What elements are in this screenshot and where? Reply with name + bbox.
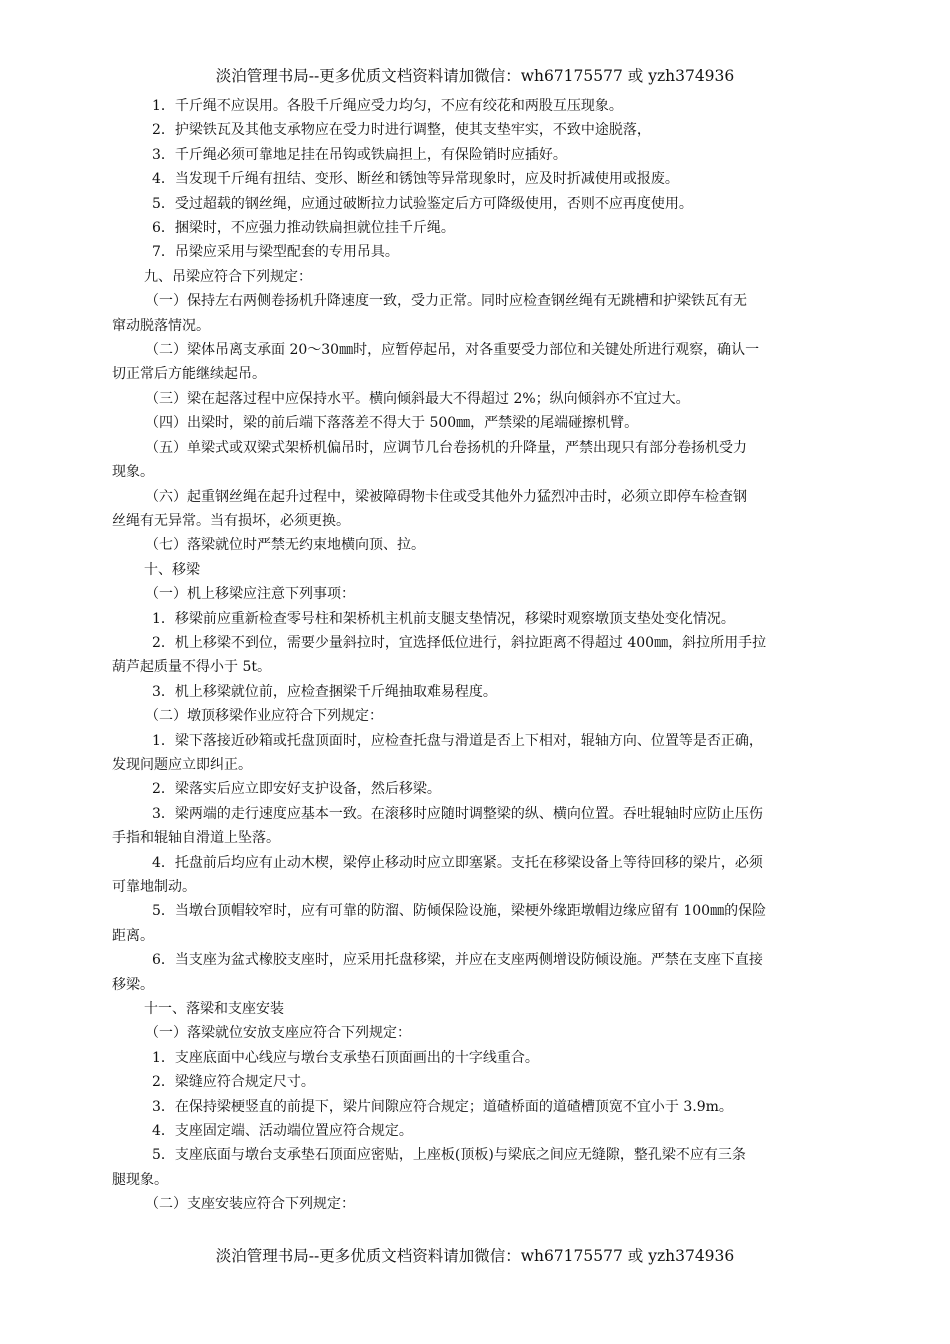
text-line: 3．机上移梁就位前，应检查捆梁千斤绳抽取难易程度。 bbox=[152, 683, 497, 700]
text-line: 切正常后方能继续起吊。 bbox=[112, 366, 266, 383]
text-line: 2．梁缝应符合规定尺寸。 bbox=[152, 1074, 315, 1091]
text-line: （二）梁体吊离支承面 20～30㎜时，应暂停起吊，对各重要受力部位和关键处所进行观察，确认一 bbox=[145, 342, 760, 359]
text-line: 九、吊梁应符合下列规定： bbox=[144, 268, 312, 285]
text-line: 腿现象。 bbox=[112, 1171, 168, 1188]
text-line: 手指和辊轴自滑道上坠落。 bbox=[112, 830, 280, 847]
text-line: 丝绳有无异常。当有损坏，必须更换。 bbox=[112, 512, 350, 529]
text-line: （六）起重钢丝绳在起升过程中，梁被障碍物卡住或受其他外力猛烈冲击时，必须立即停车检查钢 bbox=[145, 488, 747, 505]
text-line: 十一、落梁和支座安装 bbox=[144, 1001, 284, 1018]
text-line: 4．支座固定端、活动端位置应符合规定。 bbox=[152, 1123, 413, 1140]
text-line: 5．受过超载的钢丝绳，应通过破断拉力试验鉴定后方可降级使用，否则不应再度使用。 bbox=[152, 195, 693, 212]
text-line: 6．捆梁时，不应强力推动铁扁担就位挂千斤绳。 bbox=[152, 220, 455, 237]
text-line: 移梁。 bbox=[112, 976, 154, 993]
text-line: 7．吊梁应采用与梁型配套的专用吊具。 bbox=[152, 244, 399, 261]
text-line: 1．移梁前应重新检查零号柱和架桥机主机前支腿支垫情况，移梁时观察墩顶支垫处变化情况。 bbox=[152, 610, 735, 627]
document-body bbox=[112, 94, 838, 1217]
text-line: 6．当支座为盆式橡胶支座时，应采用托盘移梁，并应在支座两侧增设防倾设施。严禁在支座下直接 bbox=[152, 952, 763, 969]
text-line: 1．千斤绳不应误用。各股千斤绳应受力均匀，不应有绞花和两股互压现象。 bbox=[152, 98, 623, 114]
text-line: 3．在保持梁梗竖直的前提下，梁片间隙应符合规定；道碴桥面的道碴槽顶宽不宜小于 3.9m。 bbox=[152, 1098, 733, 1115]
text-line: 距离。 bbox=[112, 927, 154, 944]
text-line: 3．千斤绳必须可靠地足挂在吊钩或铁扁担上，有保险销时应插好。 bbox=[152, 146, 567, 163]
text-line: 发现问题应立即纠正。 bbox=[112, 756, 252, 773]
text-line: 5．当墩台顶帽较窄时，应有可靠的防溜、防倾保险设施，梁梗外缘距墩帽边缘应留有 100㎜的保险 bbox=[152, 903, 767, 920]
text-line: 4．托盘前后均应有止动木楔，梁停止移动时应立即塞紧。支托在移梁设备上等待回移的梁片，必须 bbox=[152, 854, 763, 871]
page-header: 淡泊管理书局--更多优质文档资料请加微信：wh67175577 或 yzh374936 bbox=[215, 67, 735, 85]
text-line: 2．机上移梁不到位，需要少量斜拉时，宜选择低位进行，斜拉距离不得超过 400㎜，斜拉所用手拉 bbox=[152, 634, 767, 651]
text-line: 5．支座底面与墩台支承垫石顶面应密贴，上座板(顶板)与梁底之间应无缝隙，整孔梁不应有三条 bbox=[152, 1147, 746, 1164]
text-line: （一）保持左右两侧卷扬机升降速度一致，受力正常。同时应检查钢丝绳有无跳槽和护梁铁瓦有无 bbox=[145, 293, 747, 310]
text-line: （二）支座安装应符合下列规定： bbox=[145, 1196, 355, 1213]
text-line: 3．梁两端的走行速度应基本一致。在滚移时应随时调整梁的纵、横向位置。吞吐辊轴时应防止压伤 bbox=[152, 805, 763, 822]
text-line: （一）机上移梁应注意下列事项： bbox=[145, 586, 355, 603]
text-line: 1．梁下落接近砂箱或托盘顶面时，应检查托盘与滑道是否上下相对，辊轴方向、位置等是否正确， bbox=[152, 732, 763, 749]
text-line: 十、移梁 bbox=[144, 561, 200, 578]
text-line: （七）落梁就位时严禁无约束地横向顶、拉。 bbox=[145, 537, 425, 554]
page-footer: 淡泊管理书局--更多优质文档资料请加微信：wh67175577 或 yzh374936 bbox=[215, 1247, 735, 1265]
text-line: （二）墩顶移梁作业应符合下列规定： bbox=[145, 708, 383, 725]
text-line: 1．支座底面中心线应与墩台支承垫石顶面画出的十字线重合。 bbox=[152, 1049, 539, 1066]
text-line: （三）梁在起落过程中应保持水平。横向倾斜最大不得超过 2%；纵向倾斜亦不宜过大。 bbox=[145, 390, 690, 407]
text-line: （一）落梁就位安放支座应符合下列规定： bbox=[145, 1025, 411, 1042]
text-line: （五）单梁式或双梁式架桥机偏吊时，应调节几台卷扬机的升降量，严禁出现只有部分卷扬机受力 bbox=[145, 439, 747, 456]
text-line: （四）出梁时，梁的前后端下落落差不得大于 500㎜，严禁梁的尾端碰擦机臂。 bbox=[145, 415, 639, 432]
text-line: 2．梁落实后应立即安好支护设备，然后移梁。 bbox=[152, 781, 441, 798]
text-line: 4．当发现千斤绳有扭结、变形、断丝和锈蚀等异常现象时，应及时折减使用或报废。 bbox=[152, 171, 679, 188]
text-line: 窜动脱落情况。 bbox=[112, 317, 210, 334]
text-line: 葫芦起质量不得小于 5t。 bbox=[112, 659, 271, 676]
text-line: 2．护梁铁瓦及其他支承物应在受力时进行调整，使其支垫牢实，不致中途脱落， bbox=[152, 122, 651, 139]
text-line: 现象。 bbox=[112, 464, 154, 481]
text-line: 可靠地制动。 bbox=[112, 879, 196, 895]
